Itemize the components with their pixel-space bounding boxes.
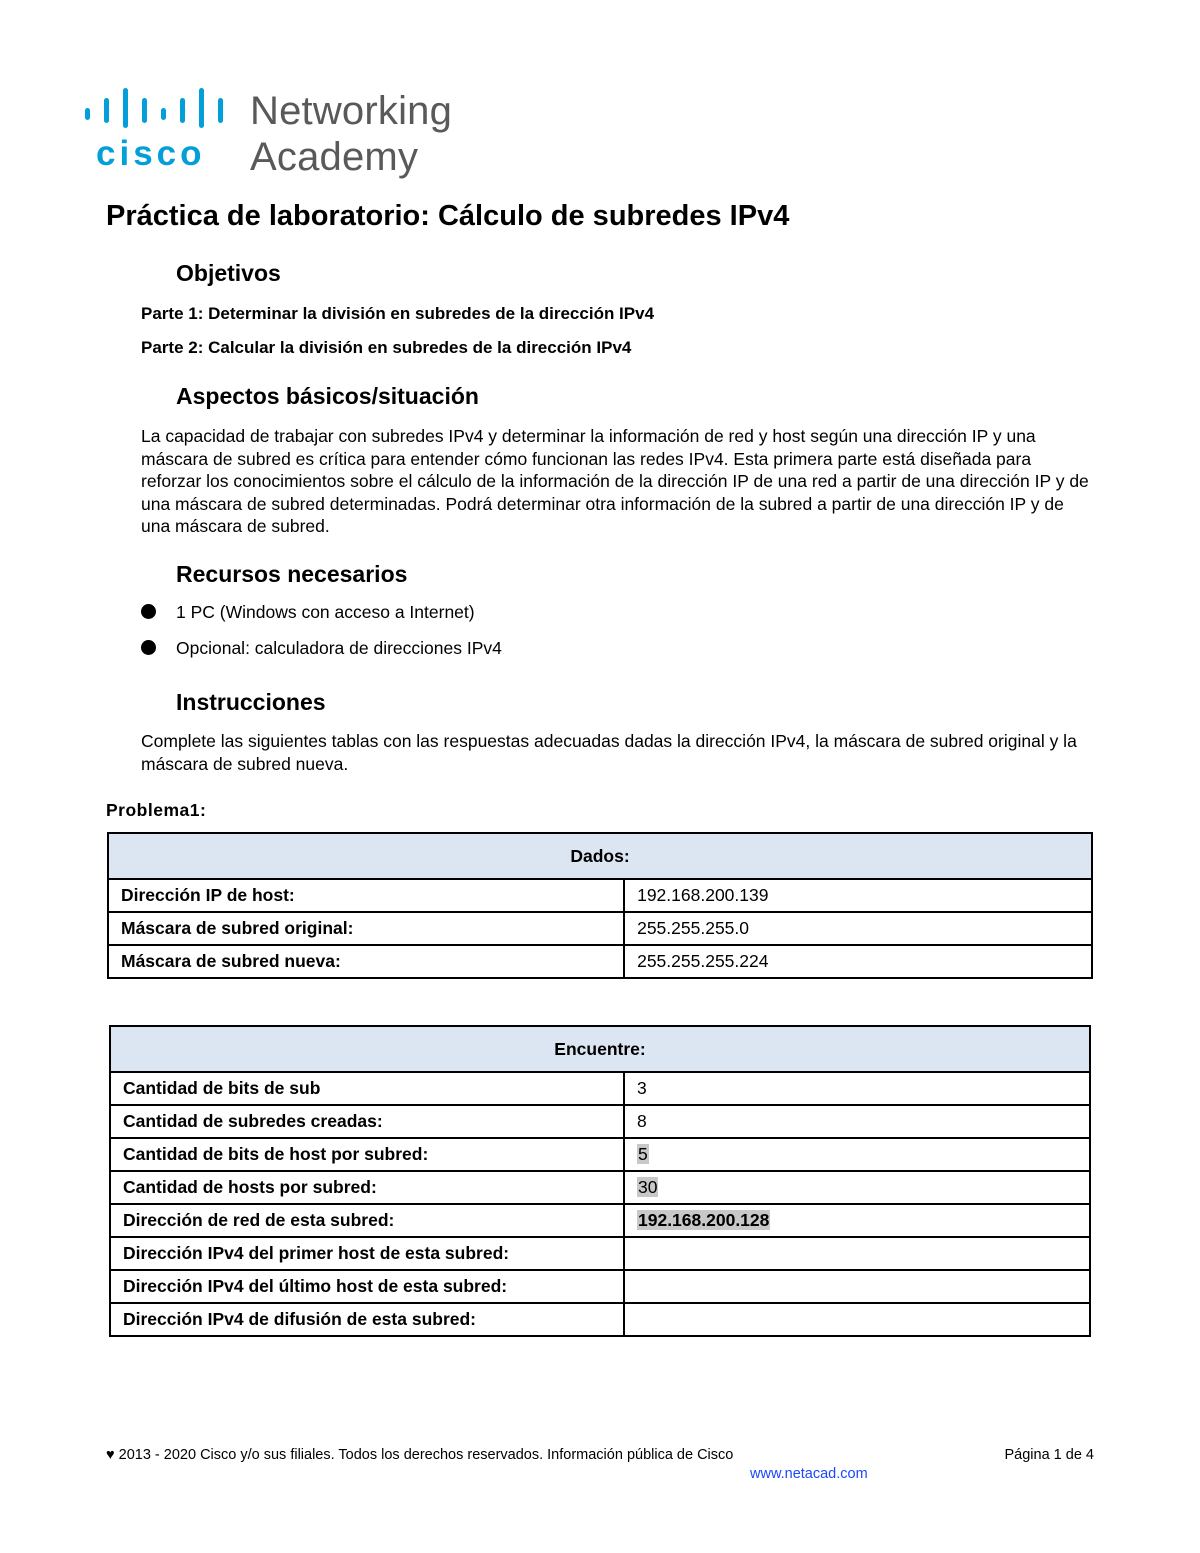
netacad-link[interactable]: www.netacad.com [750, 1466, 868, 1482]
row-value[interactable] [624, 1303, 1090, 1336]
cisco-bars-icon [82, 86, 232, 134]
answer-text-highlighted: 5 [638, 1144, 648, 1164]
row-label: Dirección de red de esta subred: [110, 1204, 624, 1237]
objective-part-1: Parte 1: Determinar la división en subredes de la dirección IPv4 [141, 304, 655, 323]
row-label: Dirección IPv4 de difusión de esta subred: [110, 1303, 624, 1336]
row-label: Cantidad de hosts por subred: [110, 1171, 624, 1204]
page-footer [106, 1447, 1094, 1482]
page-number: Página 1 de 4 [1004, 1447, 1094, 1463]
logo-line-networking: Networking [250, 89, 453, 133]
row-value[interactable] [624, 1237, 1090, 1270]
row-label: Cantidad de subredes creadas: [110, 1105, 624, 1138]
row-value[interactable] [624, 1171, 1090, 1204]
answer-text-highlighted: 192.168.200.128 [638, 1210, 770, 1230]
problem-label: Problema1: [106, 800, 207, 820]
instructions-heading: Instrucciones [176, 689, 326, 715]
resource-item-text: 1 PC (Windows con acceso a Internet) [176, 602, 475, 622]
table-row [110, 1237, 1090, 1270]
bullet-icon [141, 640, 156, 655]
row-value[interactable]: 255.255.255.0 [624, 912, 1092, 945]
answer-text: 8 [637, 1111, 647, 1131]
background-heading: Aspectos básicos/situación [176, 383, 479, 409]
answer-text: 3 [637, 1078, 647, 1098]
row-label: Cantidad de bits de sub [110, 1072, 624, 1105]
row-value[interactable]: 192.168.200.139 [624, 879, 1092, 912]
row-label: Dirección IPv4 del primer host de esta subred: [110, 1237, 624, 1270]
resource-item-text: Opcional: calculadora de direcciones IPv4 [176, 638, 502, 658]
bullet-icon [141, 604, 156, 619]
row-label: Dirección IP de host: [108, 879, 624, 912]
row-value[interactable] [624, 1204, 1090, 1237]
given-table [107, 832, 1093, 979]
objective-part-2: Parte 2: Calcular la división en subredes de la dirección IPv4 [141, 338, 632, 357]
given-table-header: Dados: [108, 833, 1092, 879]
row-value[interactable] [624, 1138, 1090, 1171]
find-table [109, 1025, 1091, 1337]
table-row [110, 1303, 1090, 1336]
page-title: Práctica de laboratorio: Cálculo de subredes IPv4 [106, 200, 790, 232]
resource-item [141, 638, 502, 659]
row-label: Máscara de subred original: [108, 912, 624, 945]
logo-line-academy: Academy [250, 135, 419, 179]
instructions-paragraph: Complete las siguientes tablas con las respuestas adecuadas dadas la dirección IPv4, la máscara de subred original y la máscara de subred nueva. [141, 731, 1077, 774]
cisco-wordmark: cisco [96, 134, 206, 173]
table-row [110, 1105, 1090, 1138]
table-row [108, 945, 1092, 978]
row-value[interactable] [624, 1105, 1090, 1138]
row-value[interactable] [624, 1072, 1090, 1105]
find-table-header: Encuentre: [110, 1026, 1090, 1072]
table-row [108, 912, 1092, 945]
table-row [110, 1270, 1090, 1303]
table-row [110, 1171, 1090, 1204]
table-row [110, 1072, 1090, 1105]
row-label: Máscara de subred nueva: [108, 945, 624, 978]
table-row [110, 1138, 1090, 1171]
row-label: Cantidad de bits de host por subred: [110, 1138, 624, 1171]
table-row [108, 879, 1092, 912]
copyright-text: ♥ 2013 - 2020 Cisco y/o sus filiales. Todos los derechos reservados. Información pública de Cisco [106, 1447, 734, 1463]
logo-text [250, 88, 452, 180]
row-value[interactable] [624, 1270, 1090, 1303]
background-paragraph: La capacidad de trabajar con subredes IPv4 y determinar la información de red y host según una dirección IP y una máscara de subred es crítica para entender cómo funcionan las redes IPv4. Esta primera parte está diseñada para reforzar los conocimientos sobre el cálculo de la información de la dirección IP de una red a partir de una dirección IP y de una máscara de subred determinadas. Podrá determinar otra información de la subred a partir de una dirección IP y de una máscara de subred. [141, 426, 1089, 536]
resource-item [141, 602, 475, 623]
answer-text-highlighted: 30 [638, 1177, 658, 1197]
objectives-heading: Objetivos [176, 260, 281, 286]
table-row [110, 1204, 1090, 1237]
row-value[interactable]: 255.255.255.224 [624, 945, 1092, 978]
resources-heading: Recursos necesarios [176, 561, 408, 587]
row-label: Dirección IPv4 del último host de esta subred: [110, 1270, 624, 1303]
